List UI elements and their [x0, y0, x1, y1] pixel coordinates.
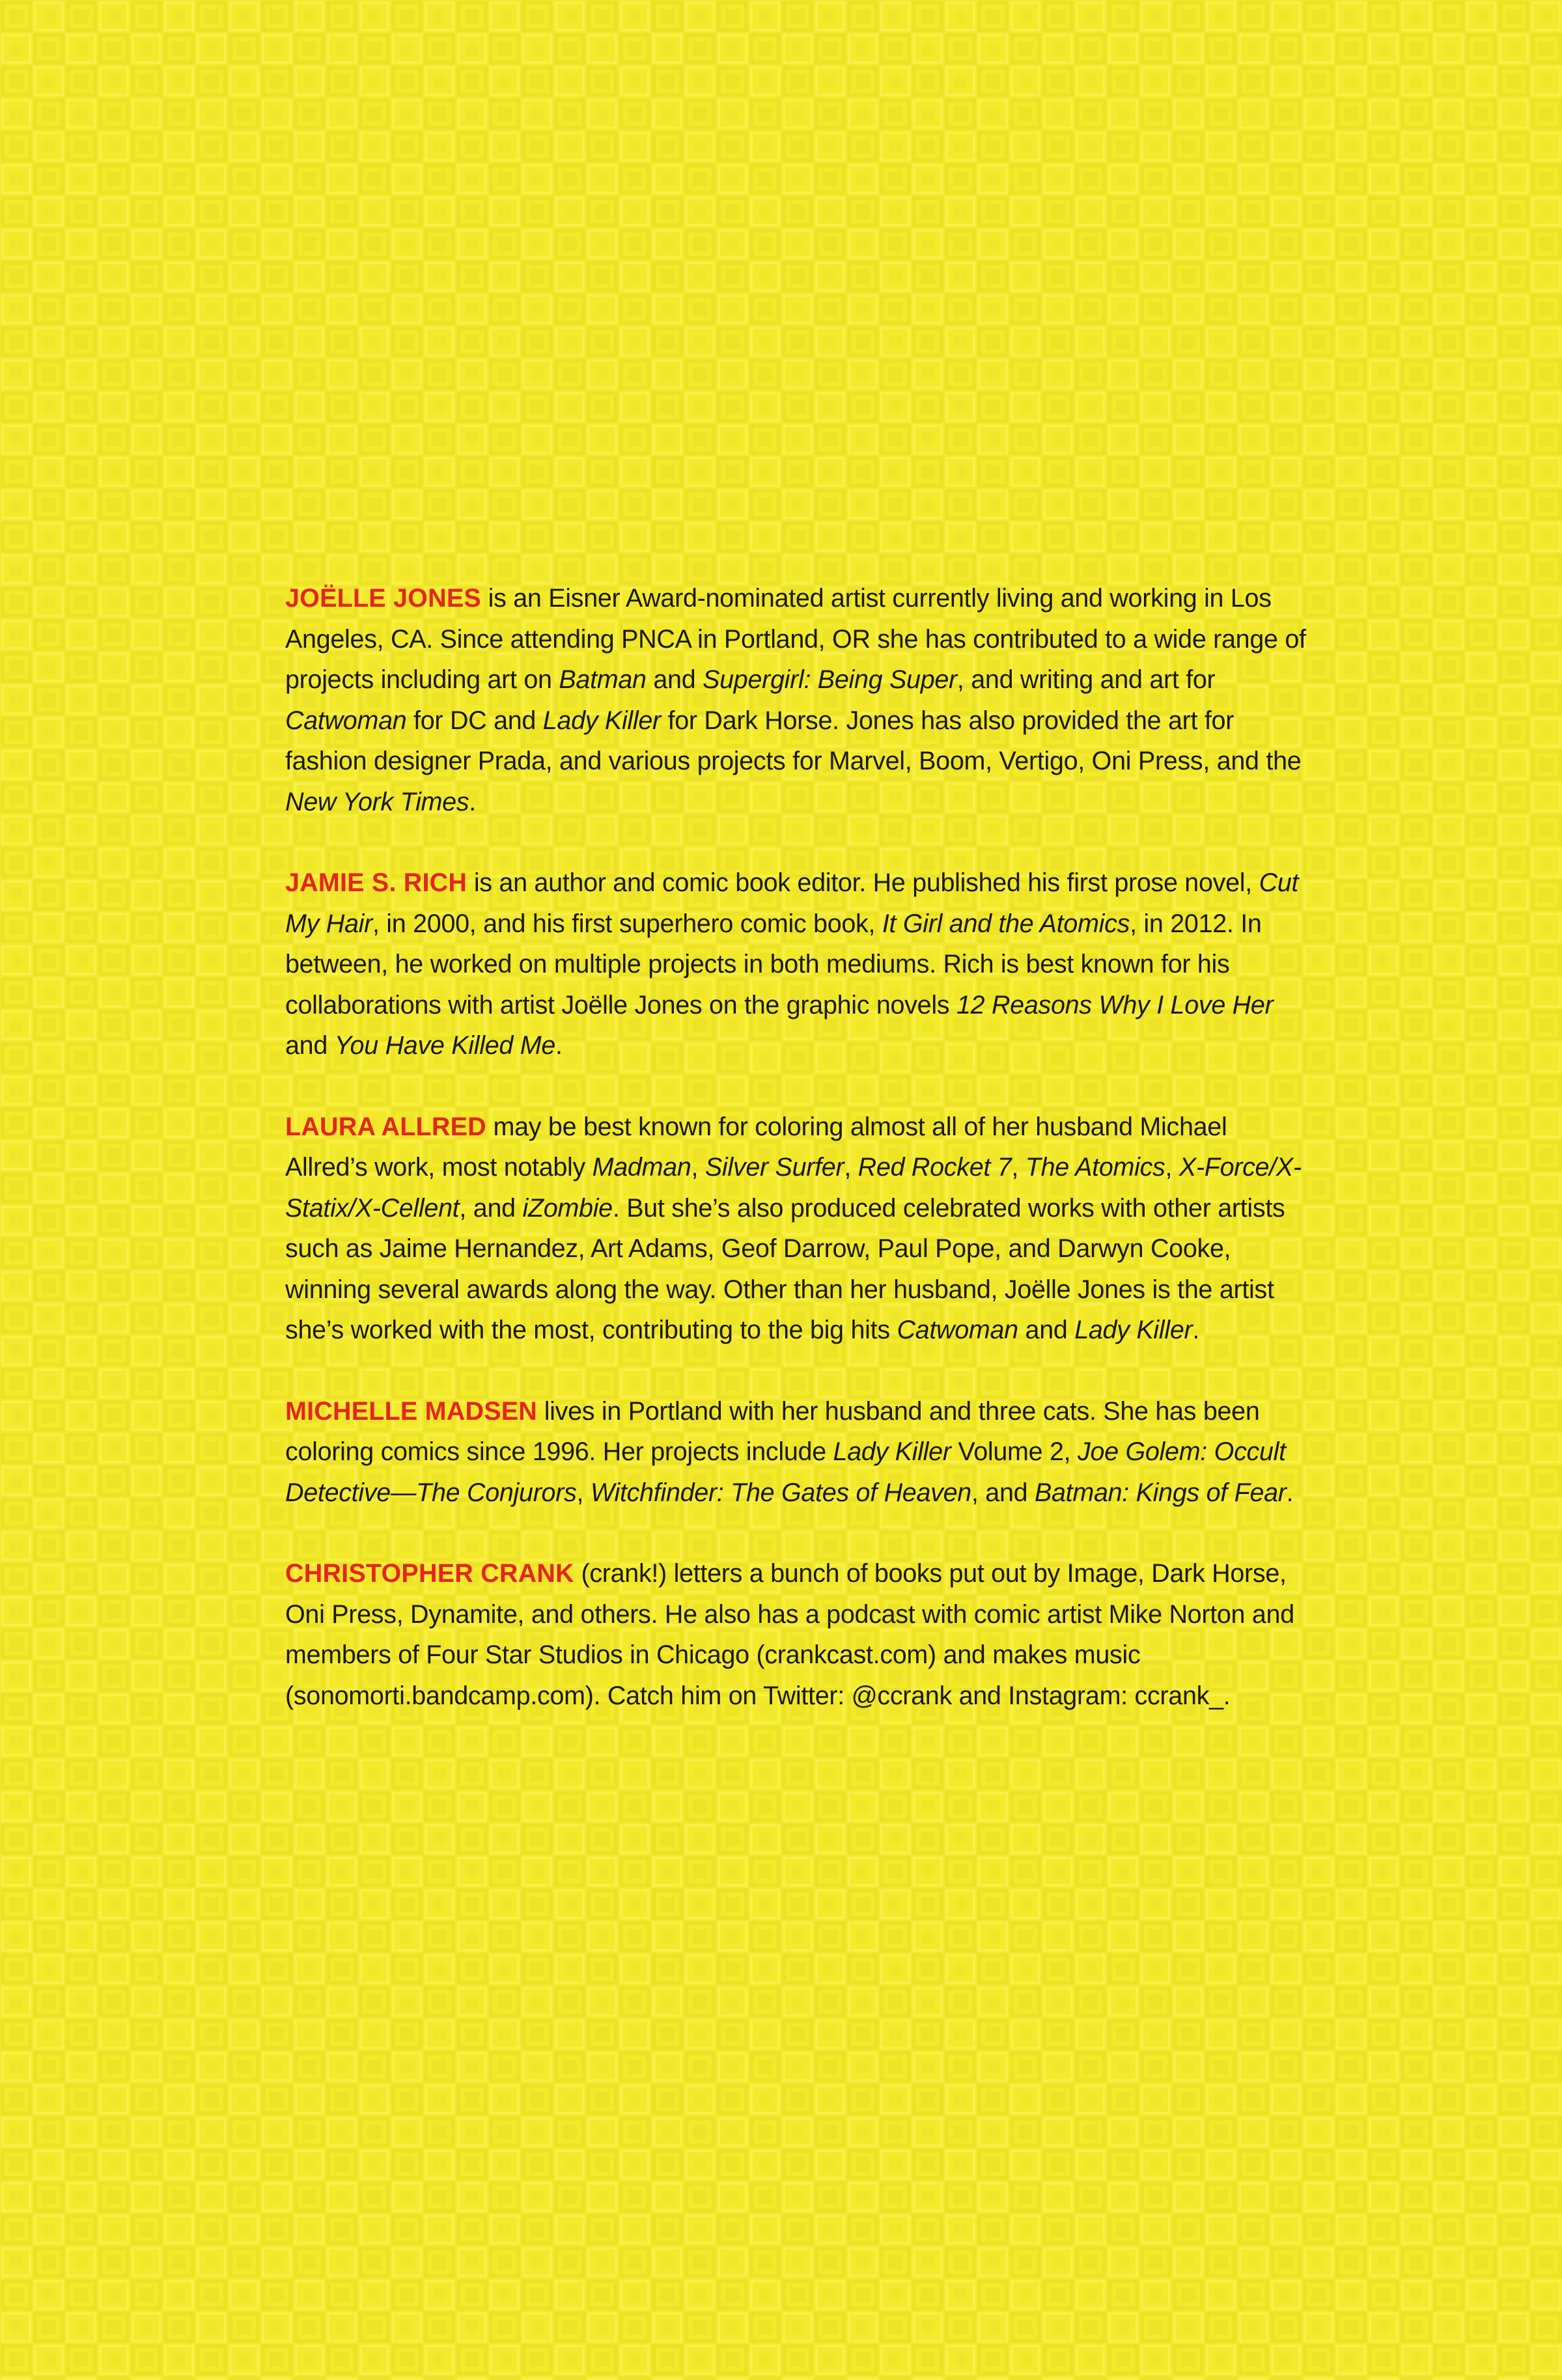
bio-jamie-s-rich — [285, 863, 1314, 1066]
bio-name: JAMIE S. RICH — [285, 868, 467, 897]
bio-laura-allred — [285, 1107, 1314, 1351]
bio-paragraph: JAMIE S. RICH is an author and comic book editor. He published his first prose novel, Cut My Hair, in 2000, and his first superhero comic book, It Girl and the Atomics, in 2012. In between, he worked on multiple projects in both mediums. Rich is best known for his collaborations with artist Joëlle Jones on the graphic novels 12 Reasons Why I Love Her and You Have Killed Me. — [285, 868, 1299, 1060]
bio-name: LAURA ALLRED — [285, 1112, 486, 1141]
bio-name: MICHELLE MADSEN — [285, 1396, 538, 1426]
bio-paragraph: LAURA ALLRED may be best known for coloring almost all of her husband Michael Allred’s work, most notably Madman, Silver Surfer, Red Rocket 7, The Atomics, X-Force/X-Statix/X-Cellent, and iZombie. But she’s also produced celebrated works with other artists such as Jaime Hernandez, Art Adams, Geof Darrow, Paul Pope, and Darwyn Cooke, winning several awards along the way. Other than her husband, Joëlle Jones is the artist she’s worked with the most, contributing to the big hits Catwoman and Lady Killer. — [285, 1112, 1302, 1344]
bio-christopher-crank — [285, 1553, 1314, 1716]
contributor-bios — [285, 578, 1314, 1756]
bio-name: CHRISTOPHER CRANK — [285, 1559, 574, 1588]
bio-name: JOËLLE JONES — [285, 584, 481, 613]
bio-paragraph: MICHELLE MADSEN lives in Portland with her husband and three cats. She has been coloring comics since 1996. Her projects include Lady Killer Volume 2, Joe Golem: Occult Detective—The Conjurors, Witchfinder: The Gates of Heaven, and Batman: Kings of Fear. — [285, 1396, 1294, 1507]
bio-paragraph: CHRISTOPHER CRANK (crank!) letters a bunch of books put out by Image, Dark Horse, Oni Press, Dynamite, and others. He also has a podcast with comic artist Mike Norton and members of Four Star Studios in Chicago (crankcast.com) and makes music (sonomorti.bandcamp.com). Catch him on Twitter: @ccrank and Instagram: ccrank_. — [285, 1559, 1294, 1710]
bio-paragraph: JOËLLE JONES is an Eisner Award-nominated artist currently living and working in Los Angeles, CA. Since attending PNCA in Portland, OR she has contributed to a wide range of projects including art on Batman and Supergirl: Being Super, and writing and art for Catwoman for DC and Lady Killer for Dark Horse. Jones has also provided the art for fashion designer Prada, and various projects for Marvel, Boom, Vertigo, Oni Press, and the New York Times. — [285, 584, 1306, 816]
bio-michelle-madsen — [285, 1391, 1314, 1514]
bio-joelle-jones — [285, 578, 1314, 822]
